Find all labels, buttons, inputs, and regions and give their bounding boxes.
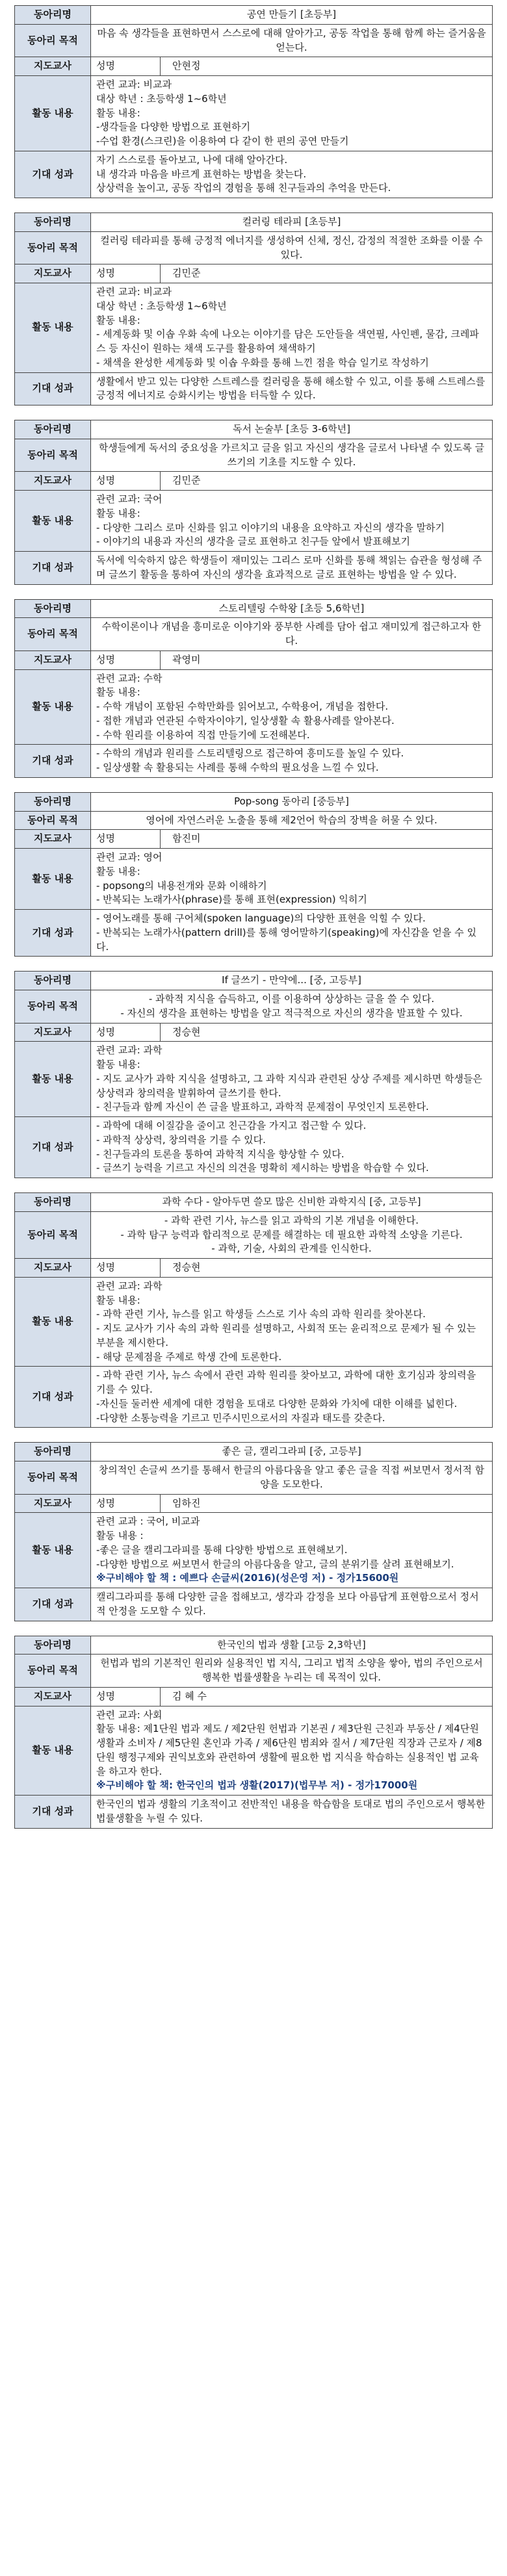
activity-line: -생각들을 다양한 방법으로 표현하기 bbox=[96, 121, 251, 133]
activity-line: 관련 교과: 수학 bbox=[96, 672, 162, 684]
effect-content bbox=[91, 745, 493, 778]
activity-line: - 해당 문제점을 주제로 학생 간에 토론한다. bbox=[96, 1350, 282, 1363]
club-purpose: - 과학적 지식을 습득하고, 이를 이용하여 상상하는 글을 쓸 수 있다. - 자신의 생각을 표현하는 방법을 알고 적극적으로 자신의 생각을 발표할 수 있다. bbox=[91, 990, 493, 1024]
teacher-label: 지도교사 bbox=[15, 264, 91, 283]
club-table bbox=[14, 420, 493, 585]
teacher-name-label: 성명 bbox=[91, 264, 161, 283]
teacher-name-label: 성명 bbox=[91, 1024, 161, 1042]
teacher-name-label: 성명 bbox=[91, 1495, 161, 1513]
activity-line: - 다양한 그리스 로마 신화를 읽고 이야기의 내용을 요약하고 자신의 생각을 말하기 bbox=[96, 521, 445, 534]
effect-line: - 친구들과의 토론을 통하여 과학적 지식을 향상할 수 있다. bbox=[96, 1148, 344, 1160]
teacher-name: 곽영미 bbox=[172, 653, 201, 665]
club-table bbox=[14, 792, 493, 957]
club-name-label: 동아리명 bbox=[15, 420, 91, 439]
purpose-label: 동아리 목적 bbox=[15, 618, 91, 651]
effect-line: - 일상생활 속 활용되는 사례를 통해 수학의 필요성을 느낄 수 있다. bbox=[96, 762, 379, 773]
activity-line: - 친구들과 함께 자신이 쓴 글을 발표하고, 과학적 문제점이 무엇인지 토론한다. bbox=[96, 1101, 429, 1113]
activity-label: 활동 내용 bbox=[15, 76, 91, 151]
effect-label: 기대 성과 bbox=[15, 910, 91, 957]
teacher-label: 지도교사 bbox=[15, 1023, 91, 1042]
effect-label: 기대 성과 bbox=[15, 151, 91, 198]
effect-label: 기대 성과 bbox=[15, 745, 91, 778]
activity-line: - 세계동화 및 이솝 우화 속에 나오는 이야기를 담은 도안들을 색연필, 사인펜, 물감, 크레파스 등 자신이 원하는 채색 도구를 활용하여 채색하기 bbox=[96, 328, 479, 354]
activity-label: 활동 내용 bbox=[15, 491, 91, 552]
teacher-label: 지도교사 bbox=[15, 650, 91, 669]
activity-content bbox=[91, 1277, 493, 1367]
teacher-name-label: 성명 bbox=[91, 1688, 161, 1706]
effect-label: 기대 성과 bbox=[15, 372, 91, 406]
effect-content bbox=[91, 1117, 493, 1178]
club-name: Pop-song 동아리 [중등부] bbox=[91, 792, 493, 811]
club-name-label: 동아리명 bbox=[15, 599, 91, 618]
club-table bbox=[14, 599, 493, 778]
activity-line: - 과학 관련 기사, 뉴스를 읽고 학생들 스스로 기사 속의 과학 원리를 찾아본다. bbox=[96, 1308, 426, 1320]
effect-content bbox=[91, 151, 493, 198]
club-name-label: 동아리명 bbox=[15, 1636, 91, 1655]
activity-line: 대상 학년 : 초등학생 1~6학년 bbox=[96, 300, 227, 312]
purpose-label: 동아리 목적 bbox=[15, 1655, 91, 1688]
effect-line: - 수학의 개념과 원리를 스토리텔링으로 접근하여 흥미도를 높일 수 있다. bbox=[96, 747, 404, 760]
activity-line: 활동 내용 : bbox=[96, 1530, 144, 1541]
activity-line: - popsong의 내용전개와 문화 이해하기 bbox=[96, 879, 267, 892]
activity-content bbox=[91, 1513, 493, 1588]
teacher-name-label: 성명 bbox=[91, 1259, 161, 1277]
club-table bbox=[14, 1636, 493, 1829]
club-purpose: 영어에 자연스러운 노출을 통해 제2언어 학습의 장벽을 허물 수 있다. bbox=[91, 811, 493, 830]
activity-line: 활동 내용: bbox=[96, 1059, 140, 1070]
activity-line: - 접한 개념과 연관된 수학자이야기, 일상생활 속 활용사례를 알아본다. bbox=[96, 714, 395, 727]
teacher-label: 지도교사 bbox=[15, 1494, 91, 1513]
club-name-label: 동아리명 bbox=[15, 1443, 91, 1462]
activity-line: 대상 학년 : 초등학생 1~6학년 bbox=[96, 92, 227, 105]
teacher-name: 김민준 bbox=[172, 474, 201, 487]
purpose-label: 동아리 목적 bbox=[15, 231, 91, 264]
effect-content bbox=[91, 1796, 493, 1829]
club-name-label: 동아리명 bbox=[15, 792, 91, 811]
effect-line: - 글쓰기 능력을 기르고 자신의 의견을 명확히 제시하는 방법을 학습할 수 있다. bbox=[96, 1162, 429, 1174]
teacher-name: 정승현 bbox=[172, 1261, 201, 1273]
club-purpose: 헌법과 법의 기본적인 원리와 실용적인 법 지식, 그리고 법적 소양을 쌓아, 법의 주인으로서 행복한 법률생활을 누리는 데 목적이 있다. bbox=[91, 1655, 493, 1688]
activity-line: 관련 교과: 비교과 bbox=[96, 79, 172, 90]
effect-line: -다양한 소통능력을 기르고 민주시민으로서의 자질과 태도를 갖춘다. bbox=[96, 1411, 385, 1424]
effect-line: 상상력을 높이고, 공동 작업의 경험을 통해 친구들과의 추억을 만든다. bbox=[96, 182, 391, 194]
effect-content bbox=[91, 910, 493, 957]
teacher-label: 지도교사 bbox=[15, 1687, 91, 1706]
club-table bbox=[14, 5, 493, 198]
activity-line: -수업 환경(스크린)을 이용하여 다 같이 한 편의 공연 만들기 bbox=[96, 135, 349, 147]
purpose-label: 동아리 목적 bbox=[15, 24, 91, 57]
teacher-name: 김 혜 수 bbox=[172, 1690, 207, 1702]
activity-label: 활동 내용 bbox=[15, 1706, 91, 1796]
teacher-name: 안현정 bbox=[172, 60, 201, 72]
purpose-label: 동아리 목적 bbox=[15, 1462, 91, 1495]
activity-line: -좋은 글을 캘리그라피를 통해 다양한 방법으로 표현해보기. bbox=[96, 1543, 348, 1556]
club-table bbox=[14, 1192, 493, 1428]
activity-line: 관련 교과: 과학 bbox=[96, 1280, 162, 1292]
activity-line: 활동 내용: bbox=[96, 865, 140, 877]
activity-content bbox=[91, 76, 493, 151]
effect-line: 생활에서 받고 있는 다양한 스트레스를 컬러링을 통해 해소할 수 있고, 이를 통해 스트레스를 긍정적 에너지로 승화시키는 방법을 터득할 수 있다. bbox=[96, 375, 486, 402]
activity-line: - 이야기의 내용과 자신의 생각을 글로 표현하고 친구들 앞에서 발표해보기 bbox=[96, 535, 411, 548]
club-name-label: 동아리명 bbox=[15, 6, 91, 25]
effect-content bbox=[91, 372, 493, 406]
activity-line: - 반복되는 노래가사(phrase)를 통해 표현(expression) 익히기 bbox=[96, 894, 367, 906]
club-purpose: - 과학 관련 기사, 뉴스를 읽고 과학의 기본 개념을 이해한다. - 과학 탐구 능력과 합리적으로 문제를 해결하는 데 필요한 과학적 소양을 기른다. - 과학, 기술, 사회의 관계를 인식한다. bbox=[91, 1211, 493, 1258]
activity-line: 활동 내용: 제1단원 법과 제도 / 제2단원 헌법과 기본권 / 제3단원 근친과 부동산 / 제4단원 생활과 소비자 / 제5단원 혼인과 가족 / 제6단원 범죄와 질서 / 제7단원 직장과 근로자 / 제8단원 행정구제와 권익보호와 관련하여 생활에 필요한 법 지식을 학습하는 실용적인 법 교육을 하고자 한다. bbox=[96, 1723, 482, 1777]
activity-line: - 수학 원리를 이용하여 직접 만들기에 도전해본다. bbox=[96, 728, 310, 741]
purpose-label: 동아리 목적 bbox=[15, 990, 91, 1024]
club-name-label: 동아리명 bbox=[15, 1193, 91, 1212]
effect-label: 기대 성과 bbox=[15, 1588, 91, 1621]
effect-line: - 과학 관련 기사, 뉴스 속에서 관련 과학 원리를 찾아보고, 과학에 대한 호기심과 창의력을 기를 수 있다. bbox=[96, 1369, 476, 1395]
activity-line: -다양한 방법으로 써보면서 한글의 아름다움을 알고, 글의 분위기를 살려 표현해보기. bbox=[96, 1558, 454, 1570]
club-name: If 글쓰기 - 만약에... [중, 고등부] bbox=[91, 972, 493, 990]
activity-line: - 채색을 완성한 세계동화 및 이솝 우화를 통해 느낀 점을 학습 일기로 작성하기 bbox=[96, 356, 429, 368]
activity-line: 관련 교과: 비교과 bbox=[96, 286, 172, 298]
effect-line: 캘리그라피를 통해 다양한 글을 접해보고, 생각과 감정을 보다 아름답게 표현함으로서 정서적 안정을 도모할 수 있다. bbox=[96, 1591, 479, 1617]
effect-line: - 과학에 대해 이질감을 줄이고 친근감을 가지고 접근할 수 있다. bbox=[96, 1120, 367, 1131]
teacher-name-label: 성명 bbox=[91, 57, 161, 75]
effect-content bbox=[91, 1588, 493, 1621]
book-reference: ※구비해야 할 책 : 예쁘다 손글씨(2016)(성은영 저) - 정가15600원 bbox=[96, 1572, 399, 1584]
teacher-name-label: 성명 bbox=[91, 830, 161, 848]
activity-line: 활동 내용: bbox=[96, 107, 140, 119]
effect-line: 자기 스스로를 돌아보고, 나에 대해 알아간다. bbox=[96, 153, 288, 166]
teacher-name: 정승현 bbox=[172, 1025, 201, 1038]
activity-label: 활동 내용 bbox=[15, 849, 91, 910]
teacher-label: 지도교사 bbox=[15, 830, 91, 849]
activity-line: - 지도 교사가 기사 속의 과학 원리를 설명하고, 사회적 또는 윤리적으로 문제가 될 수 있는 부분을 제시한다. bbox=[96, 1322, 476, 1348]
effect-label: 기대 성과 bbox=[15, 552, 91, 585]
club-name-label: 동아리명 bbox=[15, 213, 91, 232]
activity-content bbox=[91, 669, 493, 745]
teacher-name-label: 성명 bbox=[91, 472, 161, 490]
club-name-label: 동아리명 bbox=[15, 972, 91, 990]
effect-content bbox=[91, 552, 493, 585]
activity-line: - 지도 교사가 과학 지식을 설명하고, 그 과학 지식과 관련된 상상 주제를 제시하면 학생들은 상상력과 창의력을 발휘하여 글쓰기를 한다. bbox=[96, 1072, 482, 1099]
club-name: 한국인의 법과 생활 [고등 2,3학년] bbox=[91, 1636, 493, 1655]
activity-line: 활동 내용: bbox=[96, 686, 140, 699]
teacher-label: 지도교사 bbox=[15, 472, 91, 491]
activity-content bbox=[91, 283, 493, 373]
activity-label: 활동 내용 bbox=[15, 1513, 91, 1588]
effect-label: 기대 성과 bbox=[15, 1367, 91, 1428]
activity-line: 활동 내용: bbox=[96, 314, 140, 326]
effect-line: -자신들 둘러싼 세계에 대한 경험을 토대로 다양한 문화와 가치에 대한 이해를 넓힌다. bbox=[96, 1397, 458, 1410]
effect-label: 기대 성과 bbox=[15, 1796, 91, 1829]
teacher-name: 임하진 bbox=[172, 1497, 201, 1509]
effect-line: 한국인의 법과 생활의 기초적이고 전반적인 내용을 학습함을 토대로 법의 주인으로서 행복한 법률생활을 누릴 수 있다. bbox=[96, 1798, 486, 1824]
purpose-label: 동아리 목적 bbox=[15, 439, 91, 472]
effect-line: 내 생각과 마음을 바르게 표현하는 방법을 찾는다. bbox=[96, 168, 307, 180]
activity-label: 활동 내용 bbox=[15, 1277, 91, 1367]
activity-line: 관련 교과: 사회 bbox=[96, 1708, 162, 1721]
club-purpose: 컬러링 테라피를 통해 긍정적 에너지를 생성하여 신체, 정신, 감정의 적절한 조화를 이룰 수 있다. bbox=[91, 231, 493, 264]
activity-line: 관련 교과: 국어 bbox=[96, 493, 162, 505]
club-table bbox=[14, 971, 493, 1178]
activity-label: 활동 내용 bbox=[15, 283, 91, 373]
teacher-label: 지도교사 bbox=[15, 57, 91, 76]
activity-line: 활동 내용: bbox=[96, 1294, 140, 1306]
activity-label: 활동 내용 bbox=[15, 1042, 91, 1117]
activity-line: 관련 교과: 과학 bbox=[96, 1044, 162, 1057]
club-table bbox=[14, 213, 493, 406]
club-table bbox=[14, 1442, 493, 1621]
club-purpose: 학생들에게 독서의 중요성을 가르치고 글을 읽고 자신의 생각을 글로서 나타낼 수 있도록 글쓰기의 기초를 지도할 수 있다. bbox=[91, 439, 493, 472]
club-name: 공연 만들기 [초등부] bbox=[91, 6, 493, 25]
activity-line: - 수학 개념이 포함된 수학만화를 읽어보고, 수학용어, 개념을 접한다. bbox=[96, 701, 389, 712]
club-name: 좋은 글, 캘리그라피 [중, 고등부] bbox=[91, 1443, 493, 1462]
activity-content bbox=[91, 1706, 493, 1796]
teacher-name: 김민준 bbox=[172, 267, 201, 279]
book-reference: ※구비해야 할 책: 한국인의 법과 생활(2017)(법무부 저) - 정가17000원 bbox=[96, 1779, 418, 1792]
teacher-name-label: 성명 bbox=[91, 651, 161, 669]
club-name: 독서 논술부 [초등 3-6학년] bbox=[91, 420, 493, 439]
activity-content bbox=[91, 491, 493, 552]
activity-line: 관련 교과: 영어 bbox=[96, 851, 162, 863]
teacher-label: 지도교사 bbox=[15, 1259, 91, 1278]
activity-line: 활동 내용: bbox=[96, 507, 140, 519]
teacher-name: 함진미 bbox=[172, 832, 201, 845]
effect-label: 기대 성과 bbox=[15, 1117, 91, 1178]
activity-line: 관련 교과 : 국어, 비교과 bbox=[96, 1515, 200, 1528]
club-name: 과학 수다 - 알아두면 쓸모 많은 신비한 과학지식 [중, 고등부] bbox=[91, 1193, 493, 1212]
effect-line: - 영어노래를 통해 구어체(spoken language)의 다양한 표현을 익힐 수 있다. bbox=[96, 912, 426, 924]
effect-line: - 반복되는 노래가사(pattern drill)를 통해 영어말하기(speaking)에 자신감을 얻을 수 있다. bbox=[96, 926, 476, 953]
activity-content bbox=[91, 849, 493, 910]
effect-line: - 과학적 상상력, 창의력을 기를 수 있다. bbox=[96, 1133, 266, 1146]
club-name: 컬러링 테라피 [초등부] bbox=[91, 213, 493, 232]
club-purpose: 수학이론이나 개념을 흥미로운 이야기와 풍부한 사례를 담아 쉽고 재미있게 접근하고자 한다. bbox=[91, 618, 493, 651]
club-name: 스토리텔링 수학왕 [초등 5,6학년] bbox=[91, 599, 493, 618]
purpose-label: 동아리 목적 bbox=[15, 1211, 91, 1258]
purpose-label: 동아리 목적 bbox=[15, 811, 91, 830]
activity-label: 활동 내용 bbox=[15, 669, 91, 745]
club-purpose: 창의적인 손글씨 쓰기를 통해서 한글의 아름다움을 알고 좋은 글을 직접 써보면서 정서적 함양을 도모한다. bbox=[91, 1462, 493, 1495]
effect-line: 독서에 익숙하지 않은 학생들이 재미있는 그리스 로마 신화를 통해 책읽는 습관을 형성해 주며 글쓰기 활동을 통하여 자신의 생각을 효과적으로 글로 표현하는 방법을 알 수 있다. bbox=[96, 554, 482, 580]
activity-content bbox=[91, 1042, 493, 1117]
club-purpose: 마음 속 생각들을 표현하면서 스스로에 대해 알아가고, 공동 작업을 통해 함께 하는 즐거움을 얻는다. bbox=[91, 24, 493, 57]
effect-content bbox=[91, 1367, 493, 1428]
